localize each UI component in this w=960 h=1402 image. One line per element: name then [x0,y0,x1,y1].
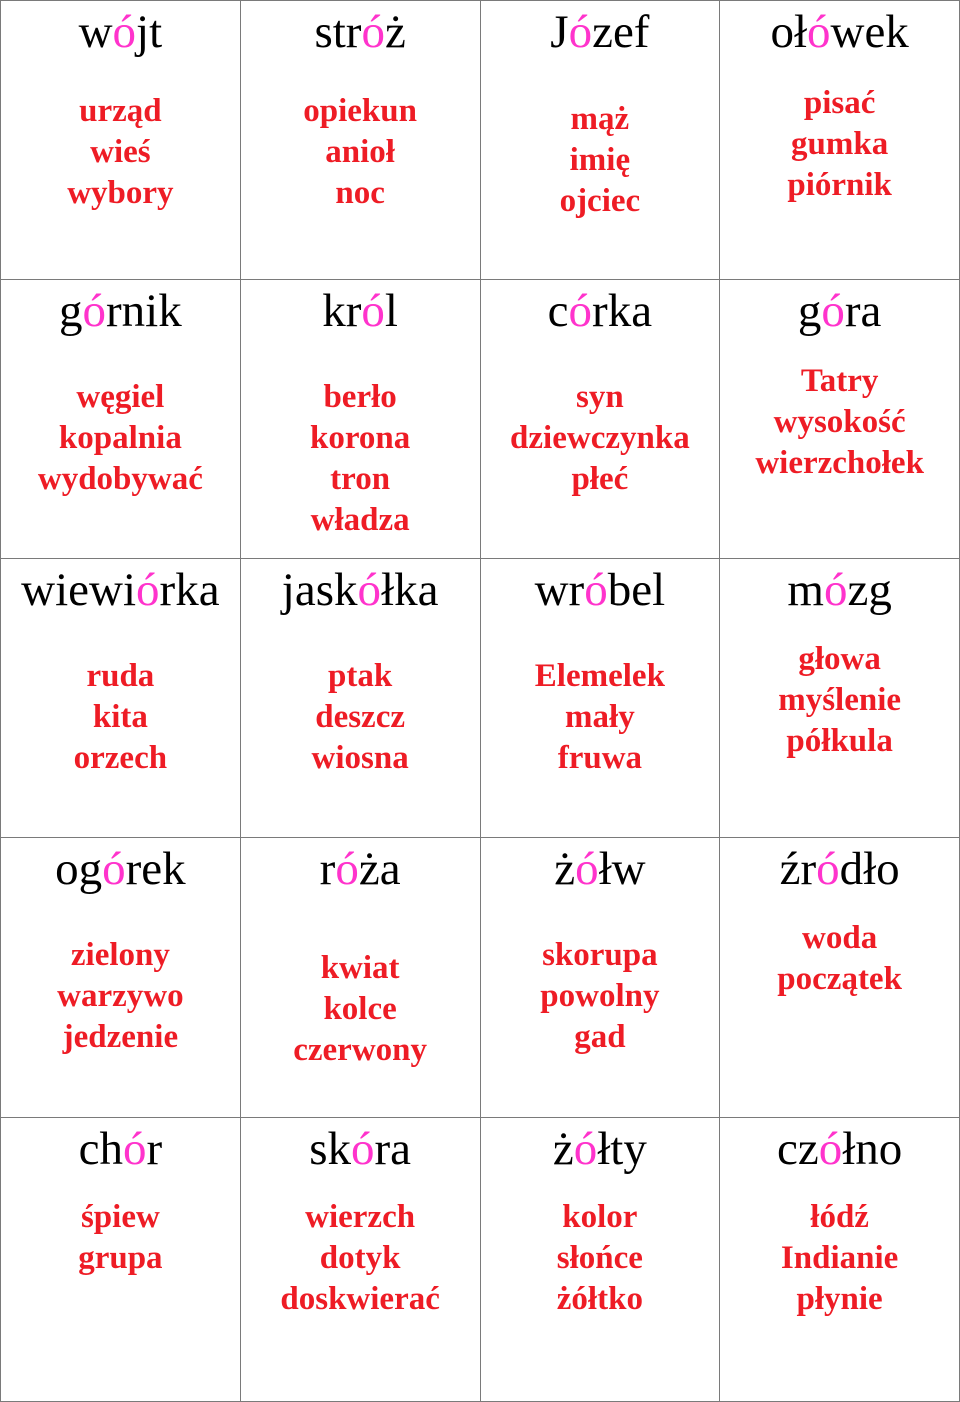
headword-prefix: wiewi [21,564,137,616]
hint-word: opiekun [303,93,417,129]
headword-prefix: wr [534,564,585,616]
highlighted-letter: ó [568,6,593,58]
hint-word: ptak [328,658,393,694]
hint-word: władza [310,502,410,538]
hint-word: wiosna [311,740,409,776]
headword [720,5,959,59]
word-card [241,1,481,280]
hint-list [720,361,959,484]
word-card [1,559,241,838]
headword-suffix: zg [847,564,892,616]
word-card [1,1118,241,1402]
hint-word: kwiat [320,950,400,986]
hint-word: wysokość [773,404,906,440]
headword-prefix: kr [322,285,362,337]
hint-list [241,377,480,541]
headword [720,284,959,338]
headword-suffix: bel [607,564,666,616]
headword [1,563,240,617]
word-card [241,280,481,559]
word-card [1,1,241,280]
hint-list [241,91,480,214]
hint-word: łódź [810,1199,869,1235]
headword [720,842,959,896]
headword [241,1122,480,1176]
hint-word: wybory [67,175,174,211]
hint-word: głowa [798,641,881,677]
hint-list [720,83,959,206]
headword-prefix: ch [78,1123,123,1175]
hint-word: dotyk [319,1240,401,1276]
headword-prefix: J [550,6,569,58]
headword-prefix: sk [309,1123,352,1175]
word-card [241,559,481,838]
headword [241,842,480,896]
highlighted-letter: ó [818,1123,843,1175]
headword-prefix: w [78,6,113,58]
headword-prefix: g [797,285,822,337]
highlighted-letter: ó [82,285,107,337]
headword [481,5,720,59]
headword [720,563,959,617]
hint-word: Elemelek [534,658,665,694]
headword-prefix: ż [554,843,576,895]
headword-suffix: ża [358,843,401,895]
headword [241,563,480,617]
hint-list [1,935,240,1058]
highlighted-letter: ó [575,843,599,895]
hint-word: grupa [78,1240,163,1276]
hint-word: doskwierać [280,1281,440,1317]
hint-word: kita [92,699,148,735]
hint-list [481,99,720,222]
highlighted-letter: ó [361,285,385,337]
headword-prefix: c [547,285,569,337]
headword [1,1122,240,1176]
hint-word: kopalnia [58,420,182,456]
hint-word: gumka [791,126,889,162]
headword-suffix: łno [842,1123,903,1175]
hint-word: wieś [90,134,151,170]
card-row [1,559,960,838]
hint-word: Indianie [780,1240,899,1276]
hint-word: powolny [540,978,660,1014]
hint-word: ojciec [559,183,641,219]
word-card [720,1,960,280]
hint-list [481,377,720,500]
hint-word: pisać [803,85,876,121]
highlighted-letter: ó [584,564,608,616]
headword-prefix: jask [281,564,358,616]
hint-word: syn [576,379,624,415]
hint-word: początek [777,961,902,997]
hint-word: piórnik [787,167,892,203]
highlighted-letter: ó [816,843,840,895]
headword-prefix: r [319,843,336,895]
word-card [241,1118,481,1402]
card-row [1,1,960,280]
highlighted-letter: ó [335,843,359,895]
headword-prefix: cz [776,1123,819,1175]
highlighted-letter: ó [823,564,848,616]
headword-suffix: r [146,1123,163,1175]
hint-word: Tatry [800,363,879,399]
highlighted-letter: ó [807,6,831,58]
headword [1,284,240,338]
headword-suffix: łka [381,564,439,616]
highlighted-letter: ó [122,1123,147,1175]
hint-word: ruda [86,658,155,694]
hint-word: płynie [796,1281,883,1317]
highlighted-letter: ó [136,564,160,616]
hint-word: anioł [325,134,395,170]
hint-list [720,918,959,1000]
hint-word: tron [330,461,391,497]
hint-word: jedzenie [62,1019,179,1055]
headword [241,284,480,338]
hint-word: wydobywać [37,461,203,497]
hint-list [241,656,480,779]
highlighted-letter: ó [102,843,126,895]
headword-prefix: g [59,285,83,337]
headword [481,1122,720,1176]
word-card [1,838,241,1118]
headword-suffix: ra [844,285,882,337]
highlighted-letter: ó [821,285,845,337]
hint-word: korona [309,420,411,456]
highlighted-letter: ó [357,564,382,616]
headword-suffix: rka [159,564,220,616]
headword-suffix: ż [384,6,406,58]
word-card [720,280,960,559]
word-card [481,1118,721,1402]
word-card [720,559,960,838]
card-row [1,1118,960,1402]
headword-suffix: łty [597,1123,647,1175]
hint-word: śpiew [80,1199,160,1235]
headword-prefix: oł [770,6,807,58]
headword [1,5,240,59]
highlighted-letter: ó [573,1123,598,1175]
highlighted-letter: ó [351,1123,375,1175]
headword-suffix: łw [598,843,646,895]
hint-list [241,948,480,1071]
headword-suffix: rek [125,843,186,895]
hint-word: fruwa [557,740,643,776]
highlighted-letter: ó [361,6,385,58]
hint-word: kolce [323,991,397,1027]
hint-word: berło [323,379,397,415]
hint-word: zielony [70,937,170,973]
highlighted-letter: ó [568,285,593,337]
hint-word: mały [565,699,635,735]
hint-word: mąż [570,101,630,137]
hint-word: kolor [562,1199,638,1235]
hint-word: dziewczynka [510,420,690,456]
hint-word: imię [569,142,631,178]
headword [241,5,480,59]
word-card [720,1118,960,1402]
hint-list [720,1197,959,1320]
word-card [481,838,721,1118]
headword-suffix: zef [592,6,650,58]
hint-list [720,639,959,762]
headword-suffix: jt [136,6,163,58]
headword-suffix: dło [839,843,900,895]
hint-word: żółtko [556,1281,643,1317]
hint-word: warzywo [57,978,184,1014]
hint-word: skorupa [542,937,658,973]
hint-word: wierzchołek [755,445,924,481]
hint-word: półkula [786,723,893,759]
headword-prefix: źr [779,843,817,895]
word-card [481,280,721,559]
highlighted-letter: ó [112,6,137,58]
headword [481,563,720,617]
hint-word: słońce [556,1240,643,1276]
hint-word: urząd [79,93,162,129]
hint-list [241,1197,480,1320]
word-card [481,559,721,838]
hint-list [1,656,240,779]
hint-word: orzech [73,740,168,776]
headword-suffix: rnik [106,285,182,337]
hint-word: płeć [571,461,629,497]
headword-suffix: wek [830,6,909,58]
word-card [481,1,721,280]
headword-suffix: ra [374,1123,412,1175]
headword-prefix: ż [552,1123,574,1175]
headword-prefix: og [55,843,103,895]
headword-suffix: rka [592,285,653,337]
card-row [1,280,960,559]
card-row [1,838,960,1118]
headword-prefix: str [314,6,362,58]
word-card [241,838,481,1118]
hint-word: woda [802,920,878,956]
headword [481,842,720,896]
headword [720,1122,959,1176]
headword-suffix: l [384,285,398,337]
hint-word: czerwony [293,1032,428,1068]
hint-word: węgiel [76,379,165,415]
headword [1,842,240,896]
word-card [1,280,241,559]
hint-list [481,935,720,1058]
hint-list [1,377,240,500]
word-card [720,838,960,1118]
hint-word: wierzch [305,1199,416,1235]
hint-word: noc [335,175,385,211]
hint-word: gad [574,1019,626,1055]
headword-prefix: m [787,564,824,616]
hint-list [481,656,720,779]
headword [481,284,720,338]
hint-list [1,1197,240,1279]
hint-list [481,1197,720,1320]
hint-word: deszcz [315,699,406,735]
hint-list [1,91,240,214]
hint-word: myślenie [778,682,902,718]
